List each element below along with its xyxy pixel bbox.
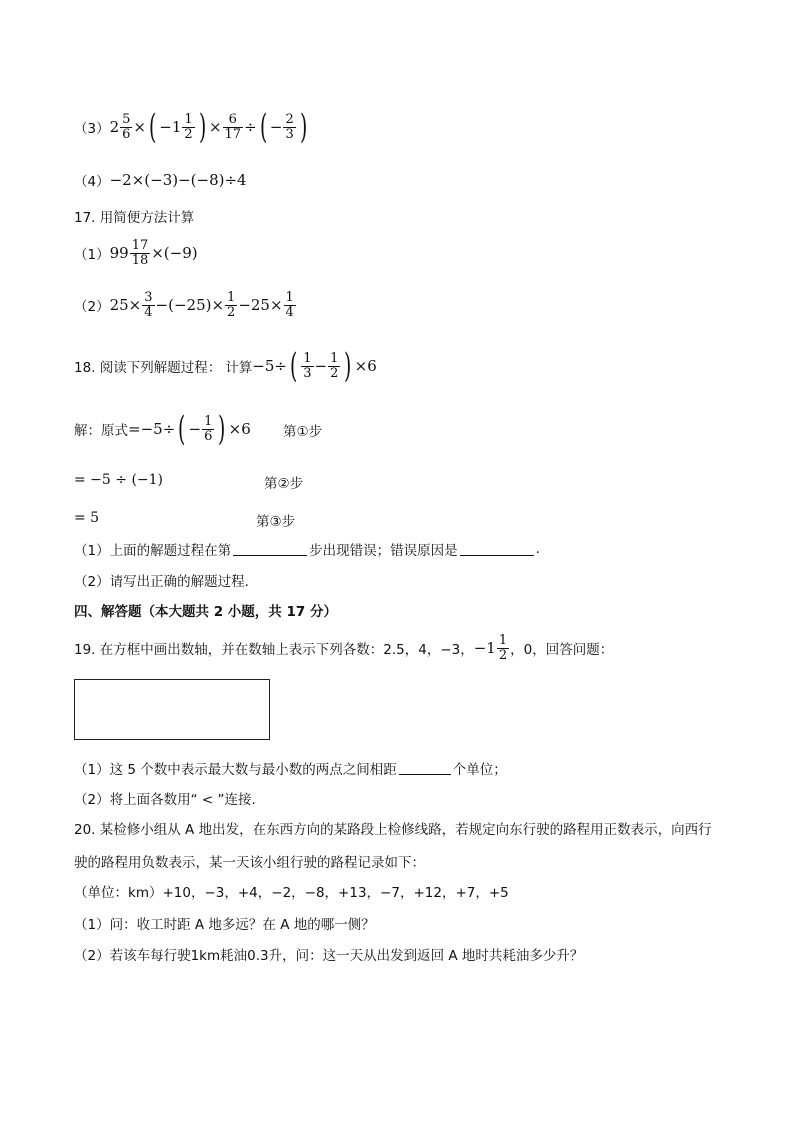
expression: −5÷ ( $\frac{1}{3}$ − $\frac{1}{2}$ ) ×6 [252, 346, 377, 386]
problem-16-4 [74, 170, 247, 190]
question-20-2: （2）若该车每行驶1km耗油0.3升，问：这一天从出发到返回 A 地时共耗油多少升？ [74, 948, 584, 964]
question-20-line-2: 驶的路程用负数表示，某一天该小组行驶的路程记录如下： [74, 855, 425, 871]
question-20-data: （单位：km）+10，−3，+4，−2，−8，+13，−7，+12，+7，+5 [74, 885, 509, 901]
question-18: 18. 阅读下列解题过程： 计算 −5÷ ( $\frac{1}{3}$ − $\frac{1}{2}$ ) ×6 [74, 346, 377, 386]
problem-16-3 [74, 108, 310, 146]
item-label: （3） [74, 121, 110, 137]
solution-line-1: 解：原式 = −5÷ ( − $\frac{1}{6}$ ) ×6 [74, 409, 251, 449]
question-19-2: （2）将上面各数用“ < ”连接. [74, 792, 256, 808]
question-17-title: 17. 用简便方法计算 [74, 210, 195, 226]
answer-blank [399, 761, 451, 775]
section-4-title: 四、解答题（本大题共 2 小题，共 17 分） [74, 604, 337, 620]
step-1-label: 第①步 [283, 424, 323, 440]
expression: 99 $\frac{17}{18}$ ×(−9) [109, 237, 198, 268]
question-18-1: （1）上面的解题过程在第 步出现错误；错误原因是 . [74, 541, 540, 559]
problem-17-2 [74, 286, 297, 324]
solution-line-3: = 5 [74, 510, 100, 526]
question-18-2: （2）请写出正确的解题过程. [74, 574, 249, 590]
step-2-label: 第②步 [264, 476, 304, 492]
question-19: 19. 在方框中画出数轴，并在数轴上表示下列各数：2.5，4，−3， −1 $\frac{1}{2}$ ，0，回答问题： [74, 632, 614, 663]
item-label: （4） [74, 174, 110, 190]
solution-line-2: = −5 ÷ (−1) [74, 472, 164, 488]
expression: = −5÷ ( − $\frac{1}{6}$ ) ×6 [128, 409, 251, 449]
number-line-drawing-box[interactable] [74, 679, 270, 740]
question-19-1: （1）这 5 个数中表示最大数与最小数的两点之间相距 个单位； [74, 762, 507, 778]
answer-blank [233, 542, 307, 556]
expression: −2×(−3)−(−8)÷4 [109, 171, 247, 189]
expression: 2 $\frac{5}{6}$ × ( −1 $\frac{1}{2}$ ) × $\frac{6}{17}$ ÷ ( − $\frac{2}{3}$ ) [109, 107, 308, 147]
item-label: （1） [74, 247, 110, 263]
step-3-label: 第③步 [256, 514, 296, 530]
expression: 25× $\frac{3}{4}$ −(−25)× $\frac{1}{2}$ −25× $\frac{1}{4}$ [109, 289, 294, 320]
question-20-line-1: 20. 某检修小组从 A 地出发，在东西方向的某路段上检修线路，若规定向东行驶的路程用正数表示，向西行 [74, 822, 712, 838]
answer-blank [460, 542, 534, 556]
question-20-1: （1）问：收工时距 A 地多远？在 A 地的哪一侧？ [74, 917, 375, 933]
problem-17-1 [74, 234, 198, 272]
item-label: （2） [74, 299, 110, 315]
